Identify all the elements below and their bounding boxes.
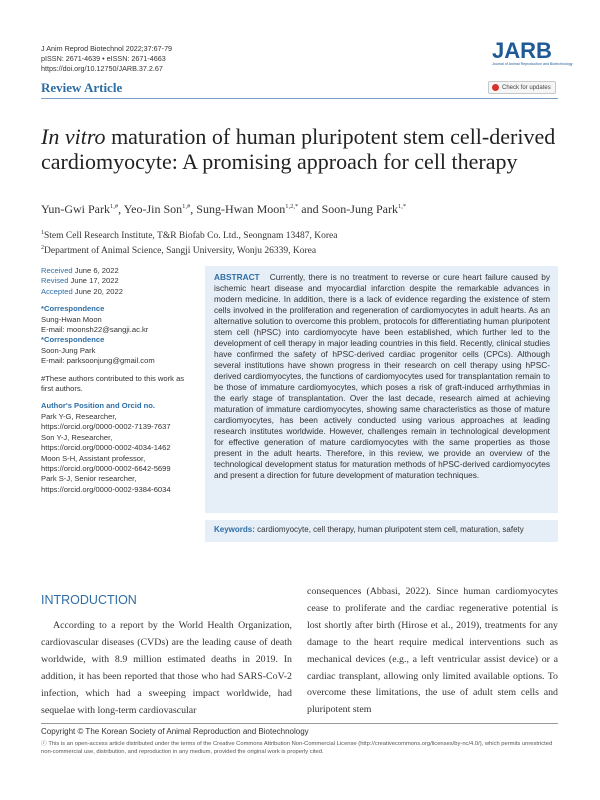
orcid-line: Moon S-H, Assistant professor, [41,453,146,463]
correspondence-label: *Correspondence [41,304,105,314]
correspondence-email[interactable]: E-mail: parksoonjung@gmail.com [41,356,155,366]
check-for-updates-button[interactable] [488,81,556,94]
affiliation: $^2$Department of Animal Science, Sangji University, Wonju 26339, Korea [41,245,317,257]
equal-contribution-note: #These authors contributed to this work as first authors. [41,373,185,394]
journal-issn: pISSN: 2671-4639 • eISSN: 2671-4663 [41,54,166,63]
author: Soon-Jung Park$^{1,*}$ [321,202,407,216]
orcid-heading: Author's Position and Orcid no. [41,401,156,411]
correspondence-name: Sung-Hwan Moon [41,314,102,324]
journal-meta [41,44,172,74]
article-sidebar [41,266,196,495]
author: Sung-Hwan Moon$^{1,2,*}$ and [196,202,322,216]
correspondence-name: Soon-Jung Park [41,345,96,355]
orcid-line: Park S-J, Senior researcher, [41,474,137,484]
header-divider [41,98,558,99]
accepted-date: Accepted June 20, 2022 [41,286,123,296]
abstract-label: ABSTRACT [214,272,260,282]
keywords-box [205,520,558,542]
journal-doi[interactable]: https://doi.org/10.12750/JARB.37.2.67 [41,64,163,73]
footer-divider [41,723,558,724]
check-updates-label: Check for updates [502,84,551,91]
author: Yeo-Jin Son$^{1,\#}$, [123,202,197,216]
logo-subtitle: Journal of Animal Reproduction and Biotechnology [492,62,573,66]
author: Yun-Gwi Park$^{1,\#}$, [41,202,124,216]
author-list [41,202,406,217]
correspondence-email[interactable]: E-mail: moonsh22@sangji.ac.kr [41,325,149,335]
orcid-link[interactable]: https://orcid.org/0000-0002-7139-7637 [41,422,171,432]
keywords-label: Keywords: [214,525,255,534]
journal-citation: J Anim Reprod Biotechnol 2022;37:67-79 [41,44,173,53]
cc-icon: ⓒ [41,741,49,747]
abstract-box [205,266,558,513]
title-rest: maturation of human pluripotent stem cell-derived cardiomyocyte: A promising approach for cell therapy [41,124,556,174]
correspondence-label: *Correspondence [41,335,105,345]
revised-date: Revised June 17, 2022 [41,276,119,286]
article-type: Review Article [41,80,123,95]
license-notice: ⓒ This is an open-access article distributed under the terms of the Creative Commons Attribution Non-Commercial License (http://creativecommons.org/licenses/by-nc/4.0/), which permits unrestricted non-commercial use, distribution, and reproduction in any medium, provided the original work is properly cited. [41,741,553,755]
orcid-link[interactable]: https://orcid.org/0000-0002-6642-5699 [41,463,171,473]
affiliation: $^1$Stem Cell Research Institute, T&R Biofab Co. Ltd., Seongnam 13487, Korea [41,230,338,242]
orcid-link[interactable]: https://orcid.org/0000-0002-9384-6034 [41,484,171,494]
check-updates-icon [492,84,499,91]
keywords-text: cardiomyocyte, cell therapy, human pluripotent stem cell, maturation, safety [254,525,524,534]
journal-logo [492,38,573,67]
abstract-text: Currently, there is no treatment to reverse or cure heart failure caused by ischemic heart disease and myocardial infarction despite the remarkable advances in modern medicine. In addition, there is a lack of evidence regarding the existence of stem cells involved in the proliferation and regeneration of cardiomyocytes in adult hearts. As an alternative solution to overcome this problem, protocols for differentiating human pluripotent stem cell (hPSC) into cardiomyocyte have been established, which further led to the development of cell therapy in major leading countries in this field. Recently, clinical studies have confirmed the safety of hPSC-derived cardiac progenitor cells (CPCs). Although several institutions have shown progress in their research on cell therapy using hPSC-derived cardiomyocytes, the functions of cardiomyocytes used for transplantation remain to be those of immature cardiomyocytes, which poses a risk of graft-induced arrhythmias in the early stage of transplantation. Over the last decade, research aimed at achieving maturation of immature cardiomyocytes, showing same characteristics as those of mature cardiomyocytes, has been actively conducted using various approaches at leading research institutes worldwide. However, challenges remain in technological development for effective generation of mature cardiomyocytes with the same properties as those present in the adult hearts. Therefore, in this review, we provide an overview of the technological development status for maturation methods of hPSC-derived cardiomyocytes and present a direction for future development of maturation techniques. [214,272,550,480]
received-date: Received June 6, 2022 [41,266,119,275]
intro-right-column: consequences (Abbasi, 2022). Since human cardiomyocytes cease to proliferate and the cardiac regenerative potential is lost shortly after birth (Hirose et al., 2019), treatments for any damage to the heart require medical interventions such as mechanical devices (e.g., a left ventricular assist device) or a cardiac transplant, allowing only limited available options. To overcome these limitations, the use of adult stem cells and pluripotent stem [307,586,558,716]
title-italic: In vitro [41,124,106,149]
affiliations [41,227,338,257]
article-title [41,124,561,174]
copyright: Copyright © The Korean Society of Animal Reproduction and Biotechnology [41,727,309,736]
orcid-line: Park Y-G, Researcher, [41,411,117,421]
orcid-link[interactable]: https://orcid.org/0000-0002-4034-1462 [41,443,171,453]
orcid-line: Son Y-J, Researcher, [41,432,113,442]
introduction-heading: INTRODUCTION [41,593,137,607]
intro-left-column: According to a report by the World Health Organization, cardiovascular diseases (CVDs) are the leading cause of death worldwide, with 8.9 million estimated deaths in 2019. In addition, it has been reported that those who had SARS-CoV-2 infection, which had a sweeping impact worldwide, had sequelae with long-term cardiovascular [41,620,292,716]
logo-text: JARB [492,38,552,63]
